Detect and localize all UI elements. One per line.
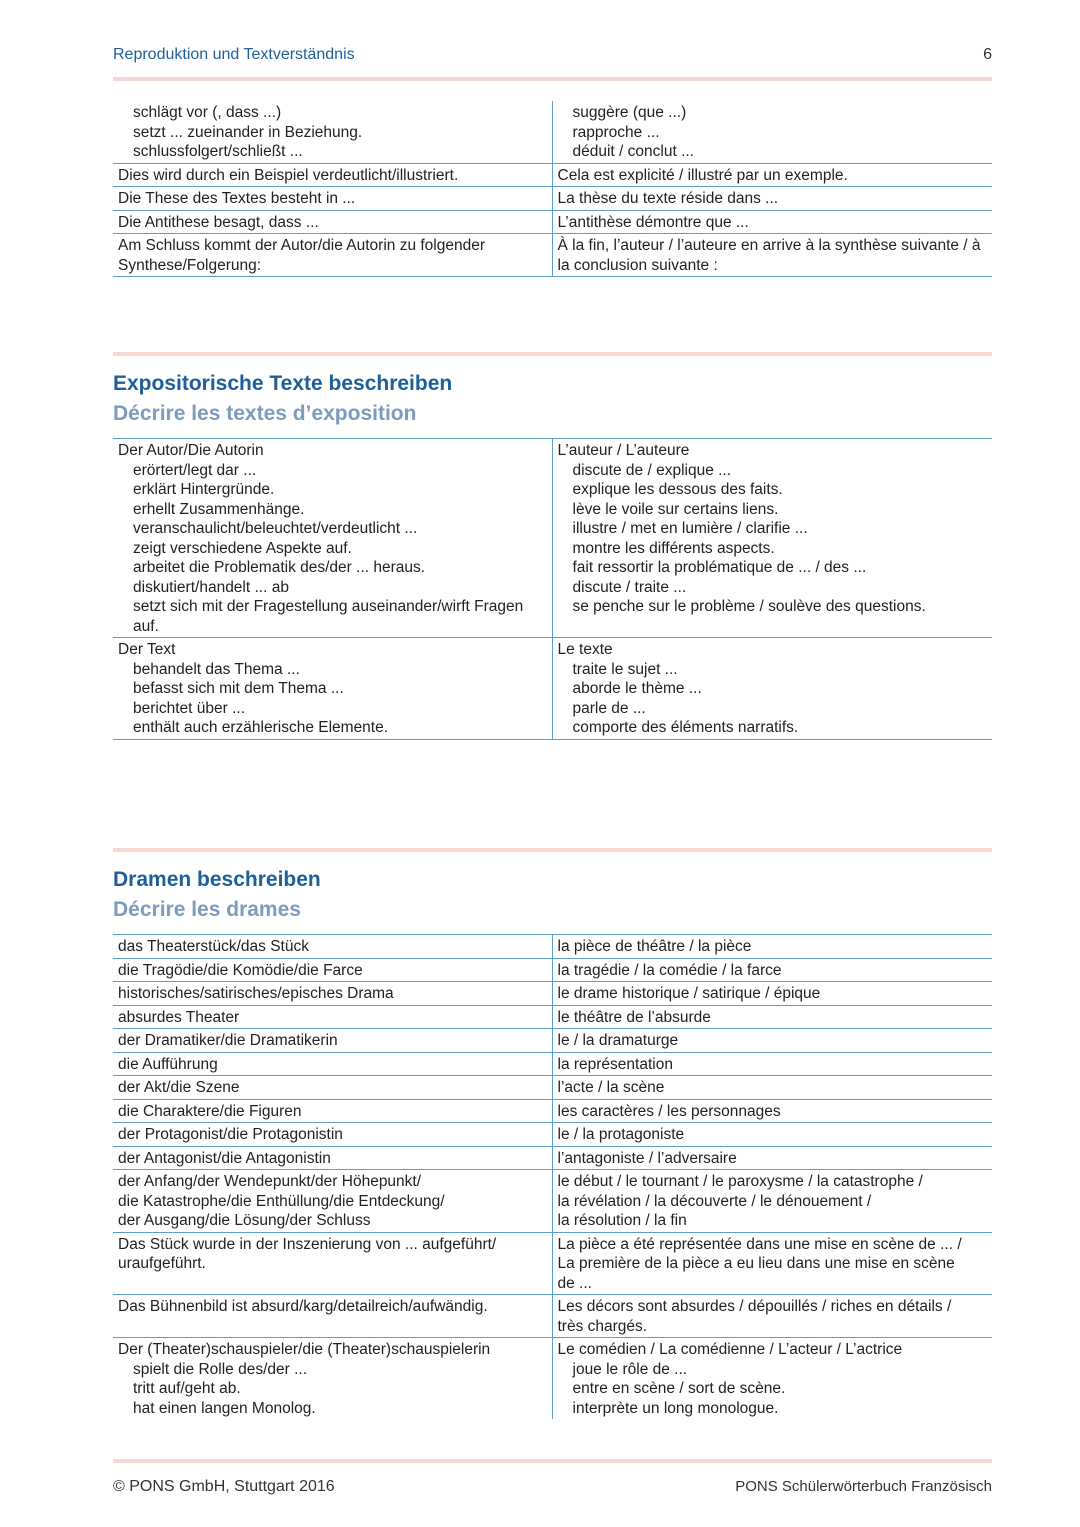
table-expository	[113, 438, 992, 740]
table-row	[113, 982, 992, 1006]
de-cell: Die These des Textes besteht in ...	[113, 187, 552, 211]
fr-cell: la tragédie / la comédie / la farce	[552, 958, 992, 982]
table-row	[113, 1052, 992, 1076]
de-cell: Das Bühnenbild ist absurd/karg/detailreich/aufwändig.	[113, 1295, 552, 1338]
fr-cell: le / la protagoniste	[552, 1123, 992, 1147]
section-subtitle: Décrire les drames	[113, 898, 301, 921]
de-cell: Der Text behandelt das Thema ... befasst sich mit dem Thema ... berichtet über ... enthält auch erzählerische Elemente.	[113, 638, 552, 740]
section-subtitle: Décrire les textes d’exposition	[113, 402, 417, 425]
fr-cell: le / la dramaturge	[552, 1029, 992, 1053]
de-cell: die Tragödie/die Komödie/die Farce	[113, 958, 552, 982]
fr-cell: le drame historique / satirique / épique	[552, 982, 992, 1006]
de-cell: absurdes Theater	[113, 1005, 552, 1029]
de-cell: die Aufführung	[113, 1052, 552, 1076]
table-row	[113, 638, 992, 740]
page-number: 6	[983, 46, 992, 63]
fr-cell: le théâtre de l’absurde	[552, 1005, 992, 1029]
de-cell: der Antagonist/die Antagonistin	[113, 1146, 552, 1170]
section-title: Expositorische Texte beschreiben	[113, 372, 453, 395]
de-cell: das Theaterstück/das Stück	[113, 935, 552, 959]
fr-cell: Le texte traite le sujet ... aborde le thème ... parle de ... comporte des éléments narratifs.	[552, 638, 992, 740]
table-row	[113, 1005, 992, 1029]
fr-cell: la représentation	[552, 1052, 992, 1076]
table-row	[113, 210, 992, 234]
table-row	[113, 1123, 992, 1147]
de-cell: der Protagonist/die Protagonistin	[113, 1123, 552, 1147]
fr-cell: La pièce a été représentée dans une mise en scène de ... / La première de la pièce a eu lieu dans une mise en scène de ...	[552, 1232, 992, 1295]
fr-cell: le début / le tournant / le paroxysme / la catastrophe / la révélation / la découverte / le dénouement / la résolution / la fin	[552, 1170, 992, 1233]
fr-cell: Le comédien / La comédienne / L’acteur / L’actrice joue le rôle de ... entre en scène / sort de scène. interprète un long monologue.	[557, 1341, 903, 1417]
section-rule	[113, 352, 992, 356]
de-cell: der Akt/die Szene	[113, 1076, 552, 1100]
de-cell: der Anfang/der Wendepunkt/der Höhepunkt/ die Katastrophe/die Enthüllung/die Entdeckung/ der Ausgang/die Lösung/der Schluss	[113, 1170, 552, 1233]
table-row	[113, 101, 992, 163]
de-cell: Am Schluss kommt der Autor/die Autorin zu folgender Synthese/Folgerung:	[113, 234, 552, 277]
fr-cell: À la fin, l’auteur / l’auteure en arrive à la synthèse suivante / à la conclusion suivante :	[552, 234, 992, 277]
de-cell: historisches/satirisches/episches Drama	[113, 982, 552, 1006]
section-rule	[113, 848, 992, 852]
de-cell: Der (Theater)schauspieler/die (Theater)schauspielerin spielt die Rolle des/der ... tritt auf/geht ab. hat einen langen Monolog.	[113, 1338, 552, 1420]
de-cell: die Charaktere/die Figuren	[113, 1099, 552, 1123]
table-row	[113, 163, 992, 187]
fr-cell: la pièce de théâtre / la pièce	[552, 935, 992, 959]
table-argumentation	[113, 101, 992, 277]
table-row	[113, 1076, 992, 1100]
fr-cell: Les décors sont absurdes / dépouillés / riches en détails / très chargés.	[552, 1295, 992, 1338]
table-row	[113, 187, 992, 211]
table-row	[113, 1099, 992, 1123]
footer-rule	[113, 1459, 992, 1463]
de-cell: Der Autor/Die Autorin erörtert/legt dar ... erklärt Hintergründe. erhellt Zusammenhänge. veranschaulicht/beleuchtet/verdeutlicht ... zeigt verschiedene Aspekte auf. arbeitet die Problematik des/der ... heraus. diskutiert/handelt ... ab setzt sich mit der Fragestellung auseinander/wirft Fragen auf.	[113, 439, 552, 638]
table-row	[113, 1029, 992, 1053]
section-title: Dramen beschreiben	[113, 868, 321, 891]
table-row	[113, 1338, 992, 1420]
table-row	[113, 1170, 992, 1233]
de-cell: Das Stück wurde in der Inszenierung von ... aufgeführt/ uraufgeführt.	[113, 1232, 552, 1295]
page-header	[113, 44, 992, 68]
table-row	[113, 958, 992, 982]
table-row	[113, 935, 992, 959]
fr-cell: La thèse du texte réside dans ...	[552, 187, 992, 211]
fr-cell: l’antagoniste / l’adversaire	[552, 1146, 992, 1170]
de-cell: Dies wird durch ein Beispiel verdeutlicht/illustriert.	[113, 163, 552, 187]
fr-cell: Cela est explicité / illustré par un exemple.	[552, 163, 992, 187]
table-row	[113, 1232, 992, 1295]
table-row	[113, 1146, 992, 1170]
book-title: PONS Schülerwörterbuch Französisch	[735, 1478, 992, 1495]
table-row	[113, 439, 992, 638]
de-cell: schlägt vor (, dass ...) setzt ... zueinander in Beziehung. schlussfolgert/schließt ...	[113, 101, 552, 163]
copyright: © PONS GmbH, Stuttgart 2016	[113, 1478, 335, 1495]
table-row	[113, 1295, 992, 1338]
header-rule	[113, 77, 992, 81]
de-cell: Die Antithese besagt, dass ...	[113, 210, 552, 234]
fr-cell: L’auteur / L’auteure discute de / explique ... explique les dessous des faits. lève le voile sur certains liens. illustre / met en lumière / clarifie ... montre les différents aspects. fait ressortir la problématique de ... / des ... discute / traite ... se penche sur le problème / soulève des questions.	[552, 439, 992, 638]
fr-cell: L’antithèse démontre que ...	[552, 210, 992, 234]
fr-cell: l’acte / la scène	[552, 1076, 992, 1100]
de-cell: der Dramatiker/die Dramatikerin	[113, 1029, 552, 1053]
table-drama	[113, 934, 992, 1419]
running-title: Reproduktion und Textverständnis	[113, 46, 355, 63]
fr-cell: les caractères / les personnages	[552, 1099, 992, 1123]
table-row	[113, 234, 992, 277]
fr-cell: suggère (que ...) rapproche ... déduit / conclut ...	[552, 101, 992, 163]
